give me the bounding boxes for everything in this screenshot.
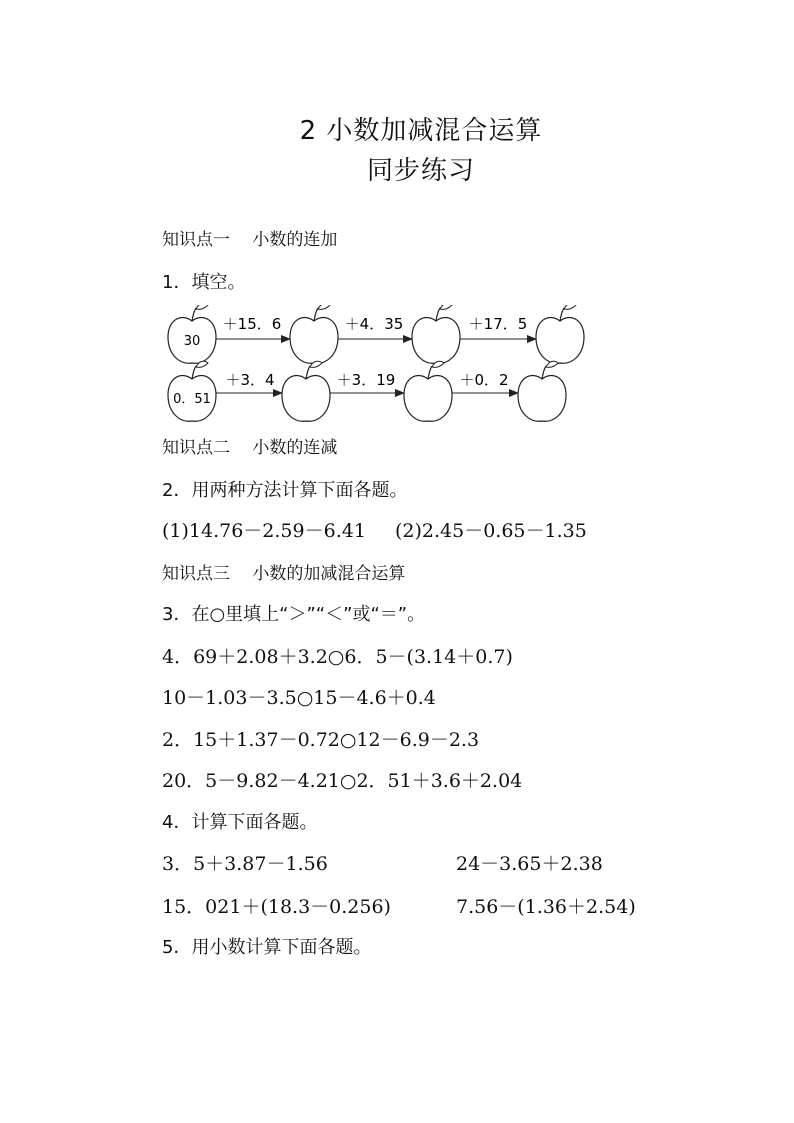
question-5: 5．用小数计算下面各题。 [162, 937, 372, 958]
comparison-3: 2．15＋1.37－0.72○12－6.9－2.3 [162, 729, 480, 751]
row1-apple-3 [412, 305, 460, 363]
comparison-1: 4．69＋2.08＋3.2○6．5－(3.14＋0.7) [162, 646, 513, 668]
comparison-4: 20．5－9.82－4.21○2．51＋3.6＋2.04 [162, 770, 523, 792]
question-3: 3．在○里填上“＞”“＜”或“＝”。 [162, 604, 426, 625]
calc-1-right: 24－3.65＋2.38 [456, 853, 603, 875]
problem-2-2: (2)2.45－0.65－1.35 [395, 520, 587, 542]
comparison-2: 10－1.03－3.5○15－4.6＋0.4 [162, 687, 436, 709]
section-heading-3: 知识点三 小数的加减混合运算 [162, 564, 406, 584]
row1-apple-2 [290, 305, 338, 363]
row1-op-2: ＋4．35 [344, 315, 404, 333]
row2-op-2: ＋3．19 [336, 371, 396, 389]
calc-1-left: 3．5＋3.87－1.56 [162, 853, 328, 875]
row2-start-value: 0．51 [173, 392, 211, 407]
row2-apple-3 [404, 361, 452, 421]
row1-apple-4 [536, 305, 584, 363]
calc-2-left: 15．021＋(18.3－0.256) [162, 896, 391, 918]
row1-start-value: 30 [183, 334, 201, 349]
section-heading-2: 知识点二 小数的连减 [162, 438, 338, 458]
row1-op-1: ＋15．6 [222, 315, 282, 333]
question-4: 4．计算下面各题。 [162, 812, 318, 833]
row2-op-1: ＋3．4 [225, 371, 275, 389]
row1-op-3: ＋17．5 [468, 315, 528, 333]
row1-apple-start [168, 305, 216, 363]
page-subtitle: 同步练习 [366, 156, 475, 186]
row2-apple-4 [518, 361, 566, 421]
question-2: 2．用两种方法计算下面各题。 [162, 480, 408, 501]
section-heading-1: 知识点一 小数的连加 [162, 230, 338, 250]
row2-apple-start [168, 361, 216, 421]
question-1: 1．填空。 [162, 272, 246, 293]
page-title: 2 小数加减混合运算 [299, 116, 543, 146]
row2-apple-2 [282, 361, 330, 421]
row2-op-3: ＋0．2 [459, 371, 509, 389]
problem-2-1: (1)14.76－2.59－6.41 [162, 520, 366, 542]
apple-chain-diagram [0, 305, 794, 430]
calc-2-right: 7.56－(1.36＋2.54) [456, 896, 636, 918]
